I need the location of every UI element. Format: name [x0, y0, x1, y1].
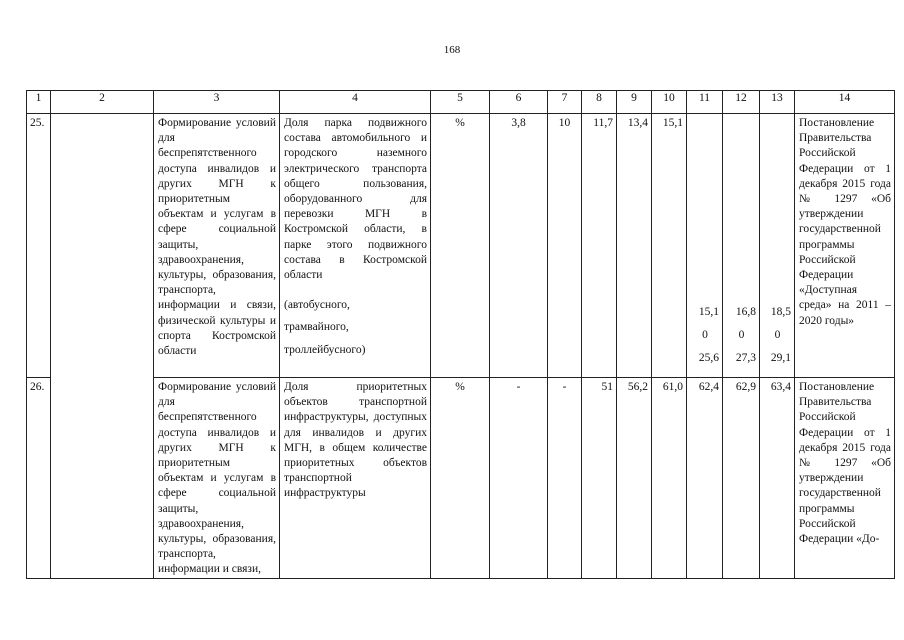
unit-cell: %	[431, 114, 490, 378]
value-cell: 11,7	[582, 114, 617, 378]
header-row	[27, 91, 895, 114]
indicator-bus: (автобусного,	[284, 299, 350, 312]
value-cell: 3,8	[490, 114, 548, 378]
row-number: 25.	[27, 114, 51, 378]
header-cell: 11	[687, 91, 723, 114]
activity-cell: Формирование условий для беспрепятственного доступа инвалидов и других МГН к приоритетным объектам и услугам в сфере социальной защиты, здравоохранения, культуры, образования, транспорта, информации и связи,	[154, 378, 280, 579]
value-bus: 18,5	[770, 306, 791, 318]
indicator-trolley: троллейбусного)	[284, 343, 366, 356]
indicator-tram: трамвайного,	[284, 321, 349, 334]
header-cell: 3	[154, 91, 280, 114]
value-cell: 56,2	[617, 378, 652, 579]
value-stack	[687, 114, 723, 378]
value-cell: -	[490, 378, 548, 579]
indicator-cell	[280, 114, 431, 378]
header-cell: 6	[490, 91, 548, 114]
indicators-table	[26, 90, 895, 579]
document-cell: Постановление Правительства Российской Федерации от 1 декабря 2015 года № 1297 «Об утверждении государственной программы Российской Федерации «До-	[795, 378, 895, 579]
value-tram: 0	[738, 329, 745, 341]
header-cell: 8	[582, 91, 617, 114]
value-cell: 61,0	[652, 378, 687, 579]
value-cell: 62,4	[687, 378, 723, 579]
value-cell: 51	[582, 378, 617, 579]
row-number: 26.	[27, 378, 51, 579]
value-stack	[760, 114, 795, 378]
value-cell: 10	[548, 114, 582, 378]
header-cell: 10	[652, 91, 687, 114]
indicator-text: Доля парка подвижного состава автомобильного и городского наземного электрического транспорта общего пользования, оборудованного для перевозки МГН в Костромской области, в парке этого подвижного состава в Костромской области	[284, 117, 427, 282]
table-row	[27, 114, 895, 378]
empty-cell	[51, 114, 154, 579]
header-cell: 13	[760, 91, 795, 114]
value-tram: 0	[774, 329, 781, 341]
unit-cell: %	[431, 378, 490, 579]
value-trolley: 25,6	[698, 352, 719, 364]
header-cell: 14	[795, 91, 895, 114]
value-stack	[723, 114, 760, 378]
value-trolley: 29,1	[770, 352, 791, 364]
indicator-text: Доля приоритетных объектов транспортной инфраструктуры, доступных для инвалидов и других МГН, в общем количестве приоритетных объектов транспортной инфраструктуры	[284, 381, 427, 500]
header-cell: 9	[617, 91, 652, 114]
header-cell: 12	[723, 91, 760, 114]
value-bus: 16,8	[735, 306, 756, 318]
value-cell: 15,1	[652, 114, 687, 378]
indicator-cell	[280, 378, 431, 579]
value-bus: 15,1	[698, 306, 719, 318]
header-cell: 4	[280, 91, 431, 114]
value-cell: 62,9	[723, 378, 760, 579]
value-cell: 13,4	[617, 114, 652, 378]
value-cell: -	[548, 378, 582, 579]
header-cell: 5	[431, 91, 490, 114]
value-tram: 0	[702, 329, 708, 341]
value-cell: 63,4	[760, 378, 795, 579]
value-trolley: 27,3	[735, 352, 756, 364]
page-number: 168	[443, 44, 461, 56]
header-cell: 7	[548, 91, 582, 114]
table-row	[27, 378, 895, 579]
document-cell: Постановление Правительства Российской Федерации от 1 декабря 2015 года № 1297 «Об утверждении государственной программы Российской Федерации «Доступная среда» на 2011 – 2020 годы»	[795, 114, 895, 378]
activity-cell: Формирование условий для беспрепятственного доступа инвалидов и других МГН к приоритетным объектам и услугам в сфере социальной защиты, здравоохранения, культуры, образования, транспорта, информации и связи, физической культуры и спорта Костромской области	[154, 114, 280, 378]
header-cell: 1	[27, 91, 51, 114]
header-cell: 2	[51, 91, 154, 114]
